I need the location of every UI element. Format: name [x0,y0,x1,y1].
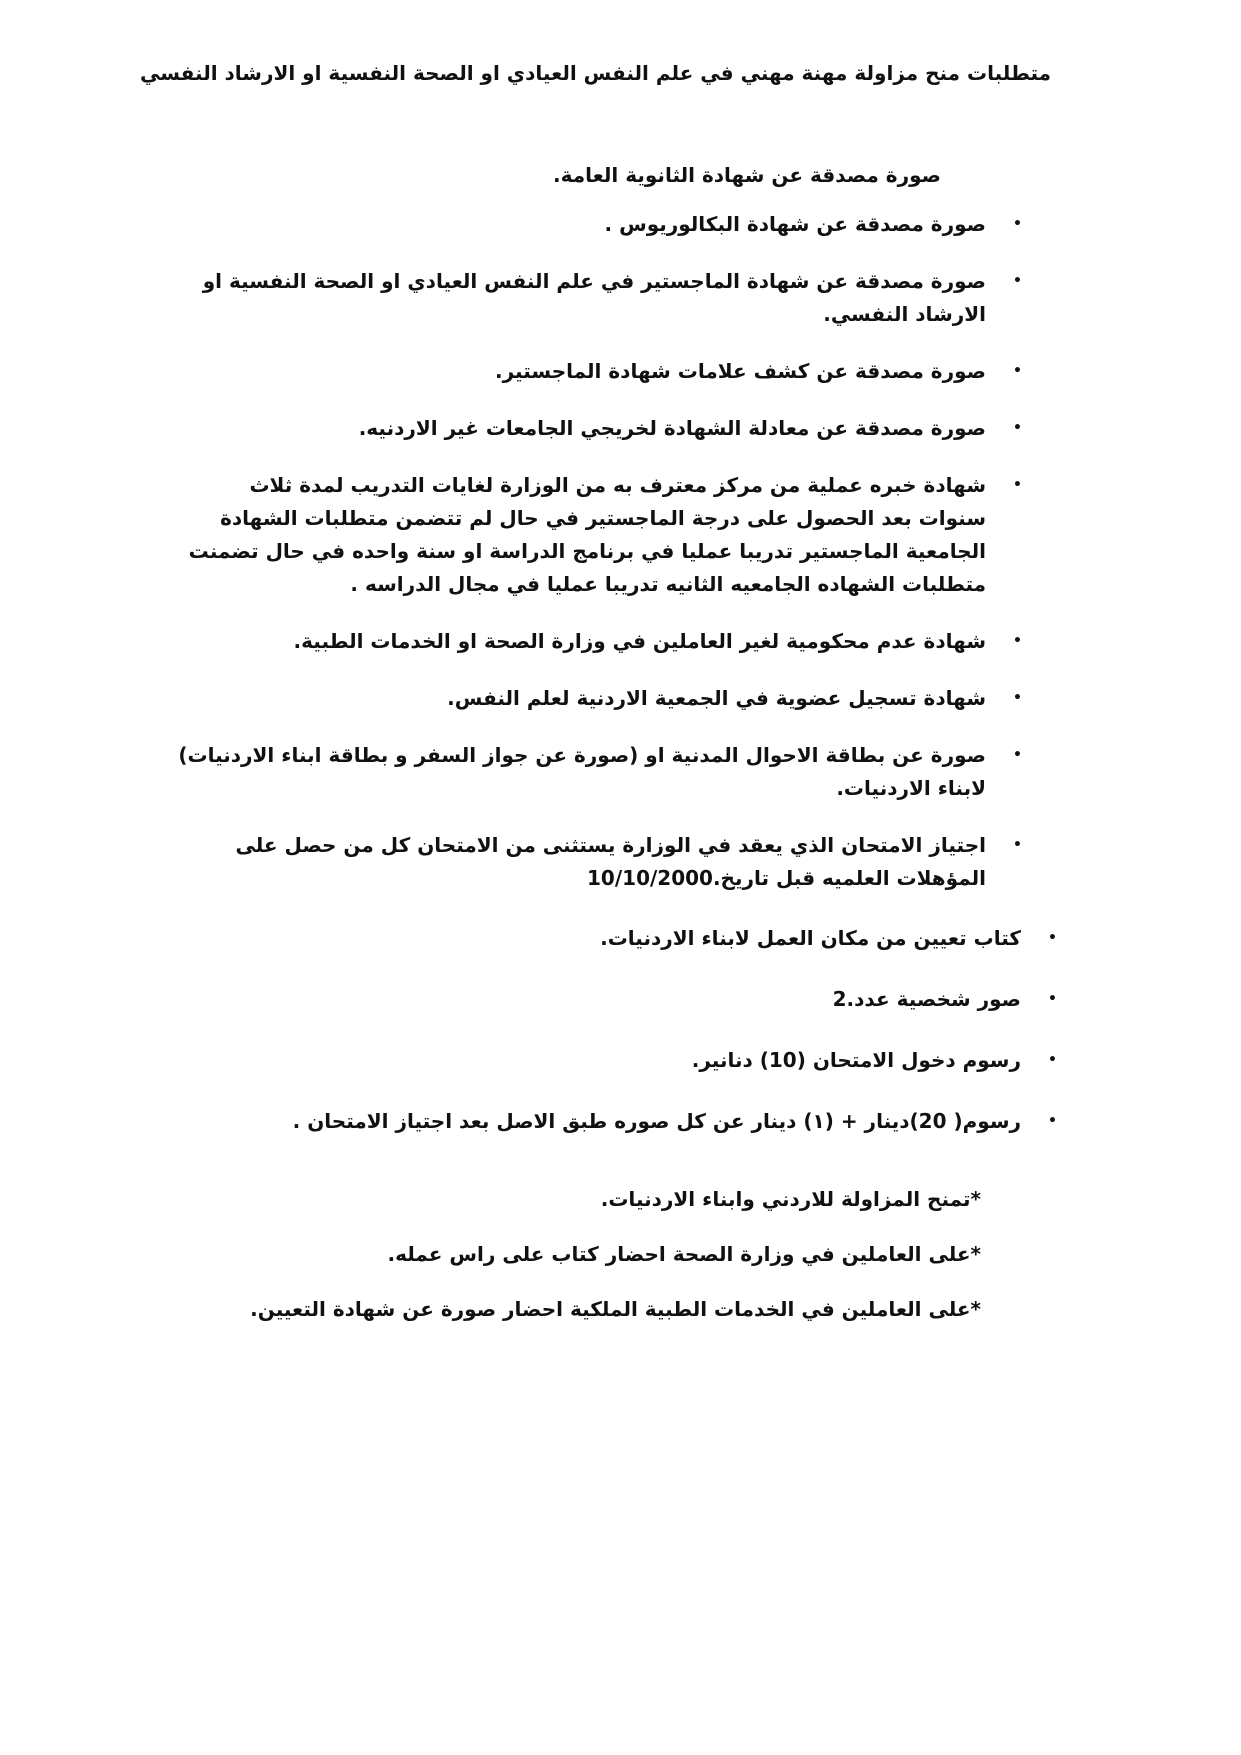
bullet-icon: • [1048,930,1057,946]
bullet-icon: • [1048,991,1057,1007]
bullet-icon: • [1013,477,1022,493]
list-item-text: شهادة عدم محكومية لغير العاملين في وزارة الصحة او الخدمات الطبية. [293,629,986,653]
list-item [176,355,1022,388]
bullet-icon: • [1013,273,1022,289]
list-item-text: رسوم( 20)دينار + (١) دينار عن كل صوره طبق الاصل بعد اجتياز الامتحان . [292,1109,1021,1133]
document-title: متطلبات منح مزاولة مهنة مهني في علم النفس العيادي او الصحة النفسية او الارشاد النفسي [140,61,1051,85]
bullet-icon: • [1013,837,1022,853]
list-item [261,983,1057,1016]
list-item [176,739,1022,805]
bullet-icon: • [1048,1052,1057,1068]
list-item [176,412,1022,445]
list-item [176,682,1022,715]
list-item-text: شهادة خبره عملية من مركز معترف به من الوزارة لغايات التدريب لمدة ثلاث سنوات بعد الحصول على درجة الماجستير في حال لم تتضمن متطلبات الشهادة الجامعية الماجستير تدريبا عمليا في برنامج الدراسة او سنة واحده في حال تضمنت متطلبات الشهاده الجامعيه الثانيه تدريبا عمليا في مجال الدراسه . [188,473,986,596]
list-item [176,265,1022,331]
list-item-text: صور شخصية عدد.2 [832,987,1021,1011]
list-item [261,1044,1057,1077]
requirements-list [176,208,1022,919]
list-item-text: شهادة تسجيل عضوية في الجمعية الاردنية لعلم النفس. [447,686,986,710]
list-item [261,1105,1057,1138]
list-item [176,469,1022,601]
bullet-icon: • [1013,420,1022,436]
note: *على العاملين في وزارة الصحة احضار كتاب على راس عمله. [387,1242,981,1266]
list-item-text: صورة مصدقة عن شهادة الماجستير في علم النفس العيادي او الصحة النفسية او الارشاد النفسي. [202,269,986,326]
additional-requirements-list [261,922,1057,1166]
list-item-text: اجتياز الامتحان الذي يعقد في الوزارة يستثنى من الامتحان كل من حصل على المؤهلات العلميه قبل تاريخ.10/10/2000 [235,833,986,890]
list-item [261,922,1057,955]
intro-requirement: صورة مصدقة عن شهادة الثانوية العامة. [553,163,941,187]
bullet-icon: • [1013,747,1022,763]
list-item [176,208,1022,241]
bullet-icon: • [1013,363,1022,379]
list-item-text: صورة مصدقة عن معادلة الشهادة لخريجي الجامعات غير الاردنيه. [358,416,986,440]
bullet-icon: • [1013,633,1022,649]
list-item [176,829,1022,895]
list-item-text: رسوم دخول الامتحان (10) دنانير. [691,1048,1021,1072]
list-item-text: كتاب تعيين من مكان العمل لابناء الاردنيات. [600,926,1021,950]
notes-section [221,1183,981,1348]
note: *على العاملين في الخدمات الطبية الملكية احضار صورة عن شهادة التعيين. [250,1297,981,1321]
note: *تمنح المزاولة للاردني وابناء الاردنيات. [600,1187,981,1211]
list-item-text: صورة عن بطاقة الاحوال المدنية او (صورة عن جواز السفر و بطاقة ابناء الاردنيات) لابناء الاردنيات. [178,743,986,800]
bullet-icon: • [1013,690,1022,706]
list-item [176,625,1022,658]
bullet-icon: • [1048,1113,1057,1129]
bullet-icon: • [1013,216,1022,232]
list-item-text: صورة مصدقة عن شهادة البكالوريوس . [604,212,986,236]
list-item-text: صورة مصدقة عن كشف علامات شهادة الماجستير. [495,359,986,383]
